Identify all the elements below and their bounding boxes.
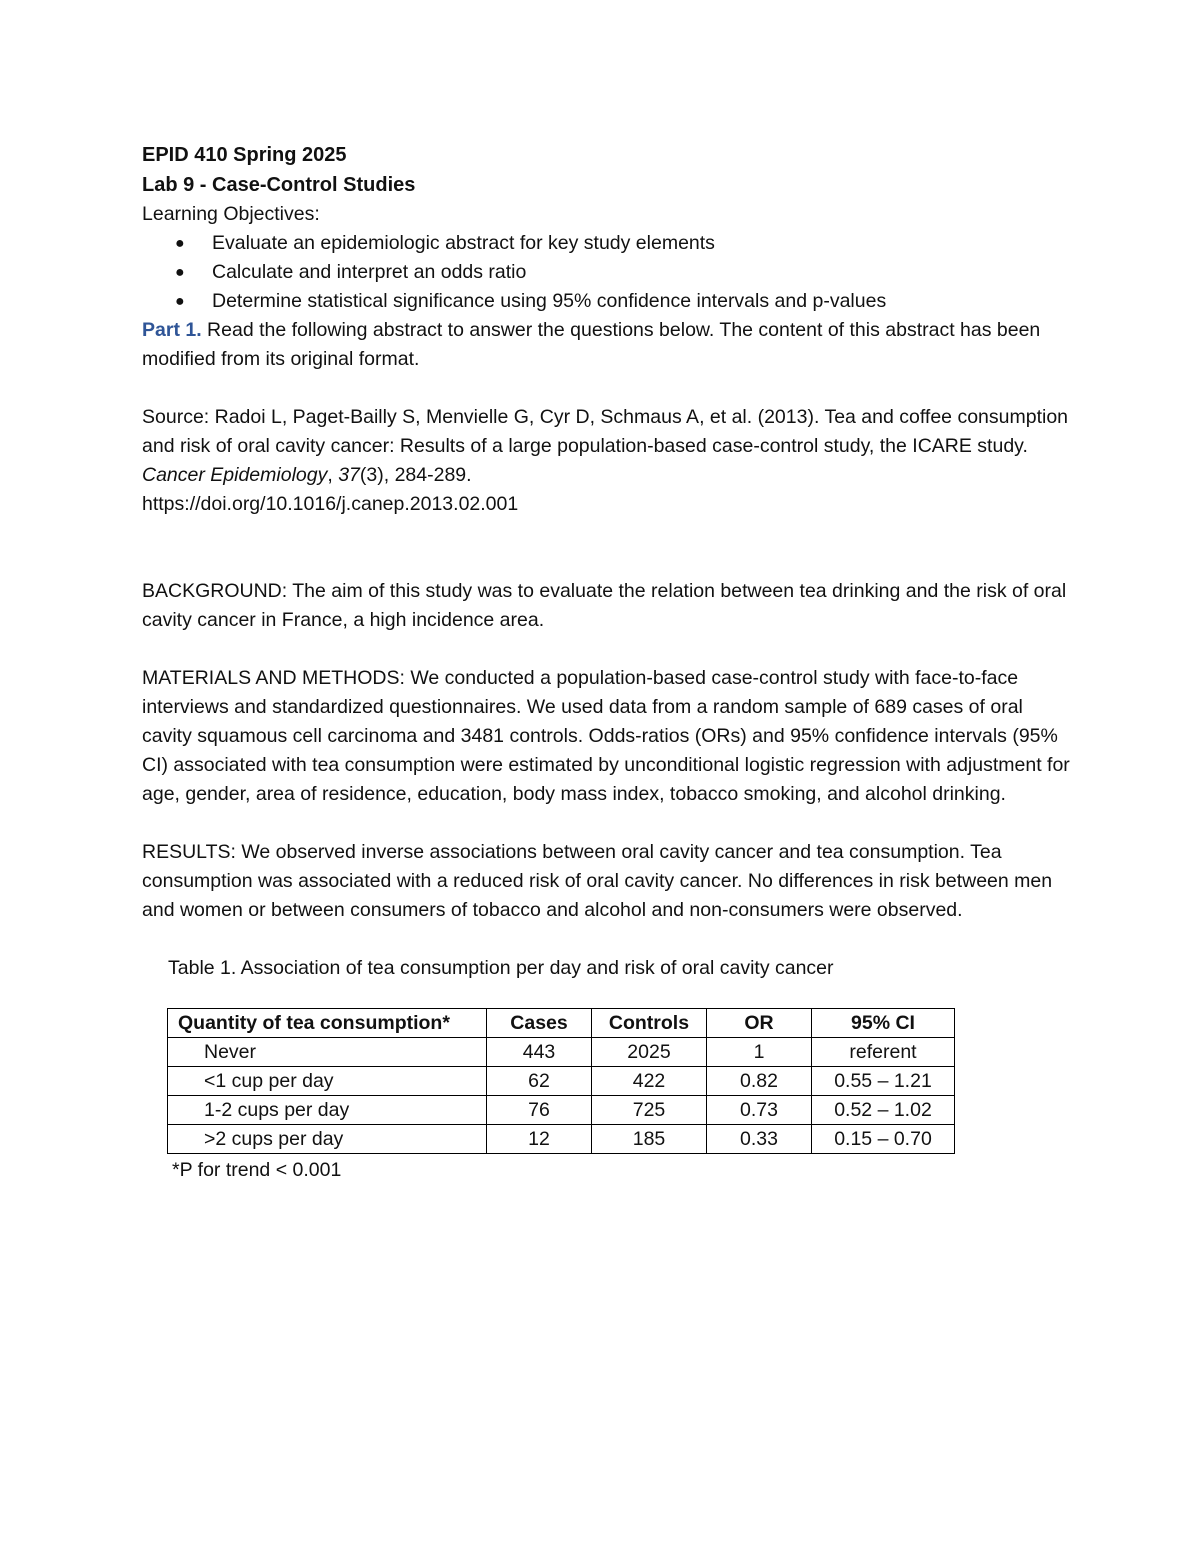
journal-name: Cancer Epidemiology	[142, 464, 328, 486]
bullet-icon: ●	[175, 293, 185, 310]
table-row	[168, 1038, 955, 1067]
cell-quantity: >2 cups per day	[168, 1125, 487, 1154]
journal-issue-pages: (3), 284-289.	[359, 464, 472, 486]
cell-quantity: <1 cup per day	[168, 1067, 487, 1096]
source-separator: ,	[327, 464, 339, 486]
header-or: OR	[707, 1009, 812, 1038]
header-controls: Controls	[592, 1009, 707, 1038]
doi-link[interactable]: https://doi.org/10.1016/j.canep.2013.02.001	[142, 493, 519, 515]
part1-intro	[142, 316, 1072, 374]
objectives-heading: Learning Objectives:	[142, 203, 320, 225]
cell-controls: 422	[592, 1067, 707, 1096]
cell-cases: 12	[487, 1125, 592, 1154]
cell-or: 0.33	[707, 1125, 812, 1154]
cell-quantity: Never	[168, 1038, 487, 1067]
cell-quantity: 1-2 cups per day	[168, 1096, 487, 1125]
part1-instructions: Read the following abstract to answer the questions below. The content of this abstract has been modified from its original format.	[142, 319, 1041, 370]
list-item	[142, 258, 1072, 287]
cell-or: 0.73	[707, 1096, 812, 1125]
cell-cases: 76	[487, 1096, 592, 1125]
document-page	[142, 140, 1072, 1185]
cell-or: 0.82	[707, 1067, 812, 1096]
course-title: EPID 410 Spring 2025	[142, 144, 347, 166]
table-caption: Table 1. Association of tea consumption per day and risk of oral cavity cancer	[168, 957, 834, 979]
bullet-icon: ●	[175, 264, 185, 281]
table-footnote: *P for trend < 0.001	[172, 1159, 342, 1181]
table-header-row	[168, 1009, 955, 1038]
bullet-icon: ●	[175, 235, 185, 252]
source-text: Source: Radoi L, Paget-Bailly S, Menvielle G, Cyr D, Schmaus A, et al. (2013). Tea and coffee consumption and risk of oral cavity cancer: Results of a large population-based case-control study, the ICARE study.	[142, 406, 1069, 457]
objective-text: Determine statistical significance using 95% confidence intervals and p-values	[212, 290, 887, 312]
cell-ci: 0.55 – 1.21	[812, 1067, 955, 1096]
cell-ci: referent	[812, 1038, 955, 1067]
table-row	[168, 1067, 955, 1096]
objectives-list	[142, 229, 1072, 316]
list-item	[142, 229, 1072, 258]
source-citation	[142, 403, 1072, 519]
abstract-methods: MATERIALS AND METHODS: We conducted a population-based case-control study with face-to-face interviews and standardized questionnaires. We used data from a random sample of 689 cases of oral cavity squamous cell carcinoma and 3481 controls. Odds-ratios (ORs) and 95% confidence intervals (95% CI) associated with tea consumption were estimated by unconditional logistic regression with adjustment for age, gender, area of residence, education, body mass index, tobacco smoking, and alcohol drinking.	[142, 667, 1070, 805]
abstract-results: RESULTS: We observed inverse associations between oral cavity cancer and tea consumption. Tea consumption was associated with a reduced risk of oral cavity cancer. No differences in risk between men and women or between consumers of tobacco and alcohol and non-consumers were observed.	[142, 841, 1053, 921]
cell-controls: 185	[592, 1125, 707, 1154]
cell-ci: 0.15 – 0.70	[812, 1125, 955, 1154]
tea-consumption-table	[167, 1008, 955, 1154]
header-cases: Cases	[487, 1009, 592, 1038]
objective-text: Evaluate an epidemiologic abstract for key study elements	[212, 232, 715, 254]
table-row	[168, 1125, 955, 1154]
cell-ci: 0.52 – 1.02	[812, 1096, 955, 1125]
list-item	[142, 287, 1072, 316]
header-quantity: Quantity of tea consumption*	[168, 1009, 487, 1038]
header-ci: 95% CI	[812, 1009, 955, 1038]
abstract-background: BACKGROUND: The aim of this study was to evaluate the relation between tea drinking and the risk of oral cavity cancer in France, a high incidence area.	[142, 580, 1067, 631]
cell-cases: 443	[487, 1038, 592, 1067]
cell-cases: 62	[487, 1067, 592, 1096]
part1-label: Part 1.	[142, 319, 202, 341]
lab-title: Lab 9 - Case-Control Studies	[142, 174, 416, 196]
table-row	[168, 1096, 955, 1125]
journal-volume: 37	[338, 464, 360, 486]
cell-controls: 725	[592, 1096, 707, 1125]
cell-controls: 2025	[592, 1038, 707, 1067]
cell-or: 1	[707, 1038, 812, 1067]
objective-text: Calculate and interpret an odds ratio	[212, 261, 527, 283]
